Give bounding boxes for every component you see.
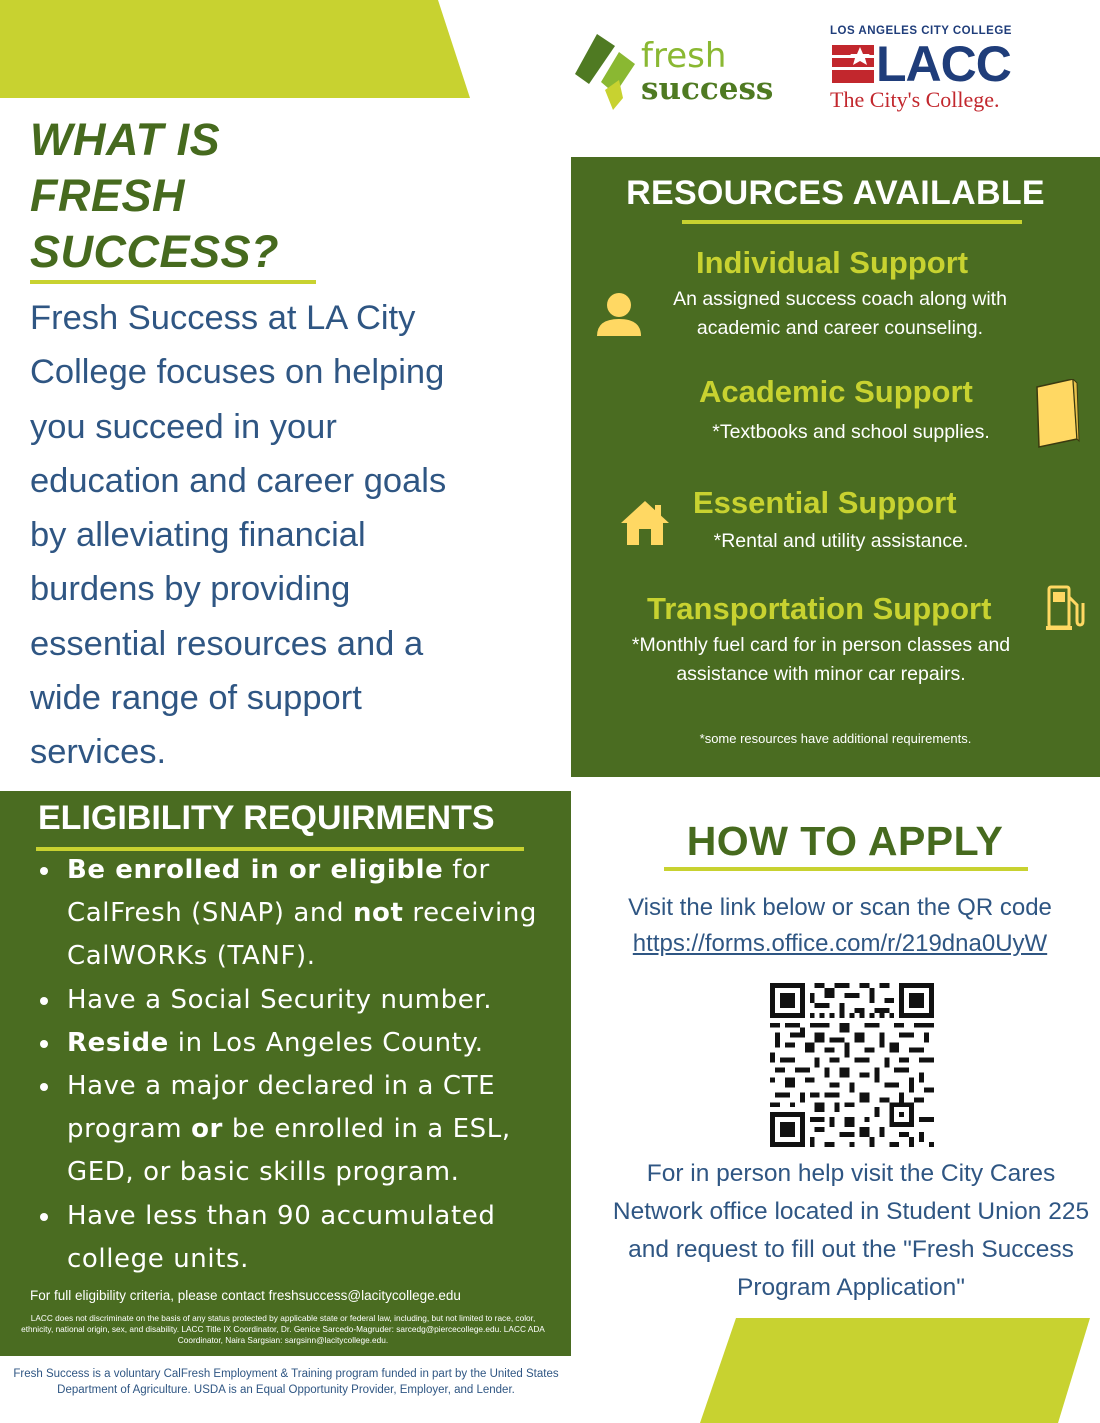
essential-support-title: Essential Support (693, 485, 957, 520)
how-to-apply-title: HOW TO APPLY (686, 818, 1004, 864)
person-icon (595, 290, 643, 338)
eligibility-item-text: receiving CalWORKs (TANF). (67, 898, 538, 972)
intro-line: wide range of support (30, 679, 362, 718)
transportation-support-title: Transportation Support (647, 591, 992, 626)
page-title (30, 112, 350, 280)
resources-title: RESOURCES AVAILABLE (626, 174, 1045, 212)
intro-line: Fresh Success at LA City (30, 299, 416, 337)
eligibility-item-text: Have a major declared in a CTE program (67, 1071, 496, 1145)
eligibility-item (38, 1022, 558, 1065)
eligibility-list (38, 849, 558, 1281)
intro-line: you succeed in your (30, 407, 337, 446)
academic-support-text: *Textbooks and school supplies. (712, 421, 990, 443)
essential-support-text: *Rental and utility assistance. (713, 530, 969, 552)
intro-line: education and career goals (30, 461, 447, 500)
eligibility-item-bold: Be enrolled in or eligible (67, 855, 444, 885)
decorative-lime-banner-bottom (700, 1318, 1090, 1423)
fresh-success-leaf-icon (575, 32, 641, 114)
eligibility-item-text: Have less than 90 accumulated college units. (67, 1200, 496, 1274)
fresh-logo-word: fresh (641, 36, 727, 76)
success-logo-word: success (641, 71, 774, 107)
eligibility-item-text: in Los Angeles County. (168, 1027, 484, 1058)
how-to-apply-underline (664, 867, 1028, 871)
lacc-logo (830, 25, 1030, 117)
title-underline (30, 280, 316, 284)
eligibility-item (38, 1195, 558, 1281)
intro-line: by alleviating financial (30, 516, 366, 555)
academic-support-title: Academic Support (699, 374, 973, 409)
eligibility-item-text: for CalFresh (SNAP) and (67, 855, 490, 929)
eligibility-item-bold: Reside (67, 1027, 169, 1058)
eligibility-title: ELIGIBILITY REQUIRMENTS (38, 799, 495, 837)
in-person-help-text: For in person help visit the City Cares Network office located in Student Union 225 and request to fill out the "Fresh Success Program Application" (612, 1160, 1090, 1301)
individual-support-title: Individual Support (696, 245, 969, 280)
intro-line: services. (30, 733, 167, 772)
eligibility-contact: For full eligibility criteria, please contact freshsuccess@lacitycollege.edu (30, 1288, 461, 1303)
house-icon (619, 497, 671, 549)
intro-line: College focuses on helping (30, 353, 445, 392)
eligibility-item-text: be enrolled in a ESL, GED, or basic skills program. (67, 1114, 511, 1188)
fresh-success-logo (575, 32, 785, 114)
intro-line: essential resources and a (30, 624, 424, 663)
eligibility-panel (0, 791, 571, 1356)
resources-panel (571, 157, 1100, 777)
how-to-apply-instructions: Visit the link below or scan the QR code (628, 894, 1052, 921)
book-icon (1031, 379, 1081, 449)
transportation-support-text-line: assistance with minor car repairs. (676, 663, 966, 685)
page-title-line: WHAT IS (30, 114, 221, 165)
individual-support-text (641, 285, 1039, 343)
nondiscrimination-notice: LACC does not discriminate on the basis of any status protected by applicable state or federal law, including, but not limited to race, color, ethnicity, national origin, sex, and disability. LACC Title IX Coordinator, Dr. Genice Sarcedo-Magruder: sarcedg@piercecollege.edu. LACC ADA Coordinator, Naira Sargsian: sargsinn@lacitycollege.edu. (21, 1313, 545, 1345)
eligibility-item (38, 849, 558, 979)
eligibility-item (38, 1065, 558, 1195)
eligibility-item (38, 979, 558, 1022)
eligibility-item-bold: not (352, 898, 404, 929)
resources-footnote: *some resources have additional requirements. (699, 731, 972, 746)
application-form-link[interactable]: https://forms.office.com/r/219dna0UyW (632, 930, 1048, 957)
individual-support-text-line: academic and career counseling. (696, 317, 984, 339)
funding-disclaimer: Fresh Success is a voluntary CalFresh Employment & Training program funded in part by the United States Department of Agriculture. USDA is an Equal Opportunity Provider, Employer, and Lender. (13, 1368, 559, 1396)
fuel-pump-icon (1045, 583, 1085, 633)
lacc-logo-wordmark: LACC (876, 36, 1011, 92)
page-title-line: FRESH (30, 170, 186, 221)
intro-line: burdens by providing (30, 570, 351, 609)
individual-support-text-line: An assigned success coach along with (673, 288, 1007, 310)
transportation-support-text (601, 631, 1041, 689)
intro-paragraph (30, 291, 550, 780)
lacc-logo-college-name: LOS ANGELES CITY COLLEGE (830, 25, 1012, 37)
decorative-lime-banner-top (0, 0, 470, 98)
transportation-support-text-line: *Monthly fuel card for in person classes and (631, 634, 1011, 656)
resources-title-underline (682, 220, 1022, 224)
eligibility-item-bold: or (191, 1114, 223, 1145)
lacc-logo-tagline: The City's College. (830, 87, 1000, 112)
page-title-line: SUCCESS? (30, 226, 280, 277)
lacc-flag-icon (830, 41, 876, 87)
qr-code-icon[interactable] (770, 983, 934, 1147)
eligibility-item-text: Have a Social Security number. (67, 984, 493, 1015)
